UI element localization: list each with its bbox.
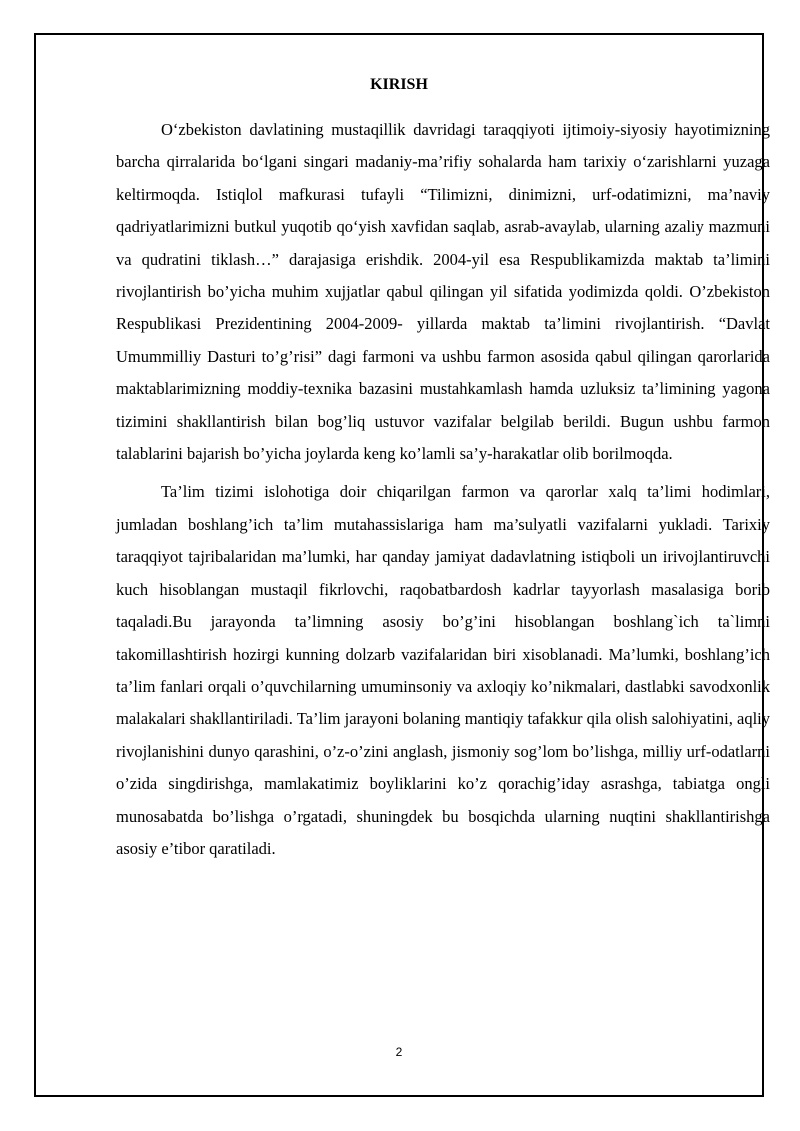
document-body — [116, 114, 770, 871]
page-number: 2 — [395, 1045, 403, 1059]
paragraph-2: Ta’lim tizimi islohotiga doir chiqarilgan farmon va qarorlar xalq ta’limi hodimlari, jumladan boshlang’ich ta’lim mutahassislariga ham ma’sulyatli vazifalarni yukladi. Tarixiy taraqqiyot tajribalaridan ma’lumki, har qanday jamiyat dadavlatning istiqboli un irivojlantiruvchi kuch hisoblangan mustaqil fikrlovchi, raqobatbardosh kadrlar tayyorlash masalasiga borib taqaladi.Bu jarayonda ta’limning asosiy bo’g’ini hisoblangan boshlang`ich ta`limni takomillashtirish hozirgi kunning dolzarb vazifalaridan biri xisoblanadi. Ma’lumki, boshlang’ich ta’lim fanlari orqali o’quvchilarning umuminsoniy va axloqiy ko’nikmalari, dastlabki savodxonlik malakalari shakllantiriladi. Ta’lim jarayoni bolaning mantiqiy tafakkur qila olish salohiyatini, aqliy rivojlanishini dunyo qarashini, o’z-o’zini anglash, jismoniy sog’lom bo’lishga, milliy urf-odatlarni o’zida singdirishga, mamlakatimiz boyliklarini ko’z qorachig’iday asrashga, tabiatga ongli munosabatda bo’lishga o’rgatadi, shuningdek bu bosqichda ularning nuqtini shakllantirishga asosiy e’tibor qaratiladi. — [116, 482, 770, 858]
document-title: KIRISH — [370, 76, 428, 93]
paragraph-1: O‘zbekiston davlatining mustaqillik davridagi taraqqiyoti ijtimoiy-siyosiy hayotimizning barcha qirralarida bo‘lgani singari madaniy-ma’rifiy sohalarda ham tarixiy o‘zarishlarni yuzaga keltirmoqda. Istiqlol mafkurasi tufayli “Tilimizni, dinimizni, urf-odatimizni, ma’naviy qadriyatlarimizni butkul yuqotib qo‘yish xavfidan saqlab, asrab-avaylab, ularning azaliy mazmuni va qudratini tiklash…” darajasiga erishdik. 2004-yil esa Respublikamizda maktab ta’limini rivojlantirish bo’yicha muhim xujjatlar qabul qilingan yil sifatida yodimizda qoldi. O’zbekiston Respublikasi Prezidentining 2004-2009- yillarda maktab ta’limini rivojlantirish. “Davlat Umummilliy Dasturi to’g’risi” dagi farmoni va ushbu farmon asosida qabul qilingan qarorlarida maktablarimizning moddiy-texnika bazasini mustahkamlash hamda uzluksiz ta’limining yagona tizimini shakllantirish bilan bog’liq ustuvor vazifalar belgilab berildi. Bugun ushbu farmon talablarini bajarish bo’yicha joylarda keng ko’lamli sa’y-harakatlar olib borilmoqda. — [116, 120, 770, 464]
